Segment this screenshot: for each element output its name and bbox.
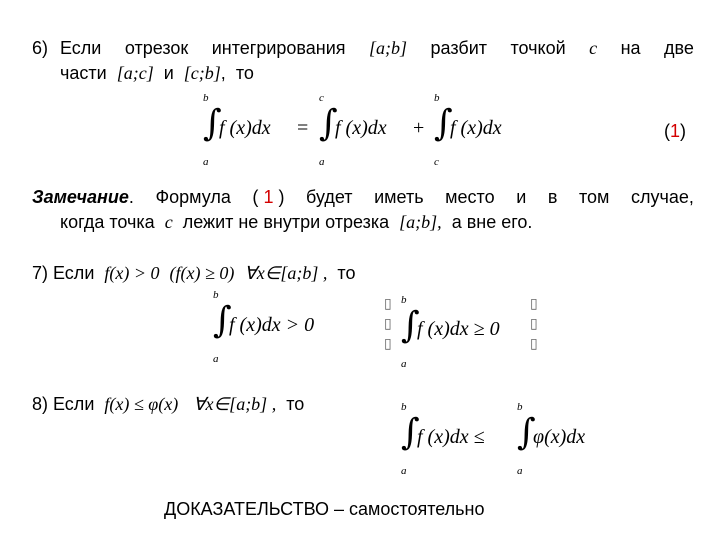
item-8-prefix: 8) Если bbox=[32, 394, 95, 414]
item-6-line-1 bbox=[60, 37, 694, 59]
word: части bbox=[60, 63, 107, 83]
remark-text: а вне его. bbox=[451, 212, 533, 232]
interval-ab: [a;b], bbox=[399, 212, 442, 232]
int3-body: f (x)dx bbox=[450, 117, 502, 139]
eq-number-1: 1 bbox=[670, 121, 681, 141]
upper-limit: b bbox=[401, 401, 407, 413]
proof-note: ДОКАЗАТЕЛЬСТВО – самостоятельно bbox=[164, 499, 485, 519]
int3-lower-limit: c bbox=[434, 156, 439, 168]
item-6-number: 6) bbox=[32, 38, 49, 58]
point-c: c bbox=[164, 212, 173, 232]
int3-upper-limit: b bbox=[434, 92, 440, 104]
word: разбит bbox=[430, 38, 487, 58]
integral-sign: ∫ bbox=[517, 412, 536, 453]
lower-limit: a bbox=[401, 358, 407, 370]
integral-sign: ∫ bbox=[213, 300, 232, 341]
integral-sign: ∫ bbox=[434, 103, 453, 144]
integral-sign: ∫ bbox=[319, 103, 338, 144]
int1-lower-limit: a bbox=[203, 156, 209, 168]
point-c: c bbox=[589, 38, 598, 58]
bracket-glyph: ▯ bbox=[530, 317, 538, 332]
word: на bbox=[620, 38, 641, 58]
forall-condition: ∀x∈[a;b] , bbox=[193, 394, 277, 414]
lower-limit: a bbox=[401, 465, 407, 477]
bracket-glyph: ▯ bbox=[530, 297, 538, 312]
int2-upper-limit: c bbox=[319, 92, 324, 104]
equals-sign: = bbox=[297, 117, 309, 139]
eq-paren-close: ) bbox=[680, 121, 687, 141]
interval-ab: [a;b] bbox=[369, 38, 408, 58]
remark-line-2 bbox=[60, 211, 532, 233]
upper-limit: b bbox=[401, 294, 407, 306]
word: том bbox=[578, 187, 610, 207]
integral-body-right: φ(x)dx bbox=[533, 426, 586, 448]
equation-number bbox=[664, 120, 686, 142]
int1-upper-limit: b bbox=[203, 92, 209, 104]
bracket-glyph: ▯ bbox=[384, 297, 392, 312]
remark-title: Замечание bbox=[32, 187, 129, 207]
integral-body: f (x)dx > 0 bbox=[229, 314, 315, 336]
item-7-line bbox=[32, 262, 355, 284]
word: случае, bbox=[630, 187, 694, 207]
word: иметь bbox=[374, 187, 424, 207]
word: Формула bbox=[155, 187, 231, 207]
item-7-prefix: 7) Если bbox=[32, 263, 95, 283]
item-7-then: то bbox=[337, 263, 356, 283]
eq-paren-open: ( bbox=[664, 121, 670, 141]
bracket-glyph: ▯ bbox=[530, 337, 538, 352]
integral-sign: ∫ bbox=[401, 412, 420, 453]
condition-comparison: f(x) ≤ φ(x) bbox=[104, 394, 179, 414]
integral-sign: ∫ bbox=[401, 305, 420, 346]
condition-positive: f(x) > 0 bbox=[104, 263, 160, 283]
word: и bbox=[516, 187, 527, 207]
remark-title-dot: . bbox=[128, 187, 134, 207]
interval-ac: [a;c] bbox=[116, 63, 154, 83]
word: будет bbox=[306, 187, 353, 207]
int2-body: f (x)dx bbox=[335, 117, 387, 139]
lower-limit: a bbox=[213, 353, 219, 365]
word: в bbox=[547, 187, 558, 207]
integral-body: f (x)dx ≥ 0 bbox=[417, 318, 500, 340]
lower-limit: a bbox=[517, 465, 523, 477]
bracket-glyph: ▯ bbox=[384, 317, 392, 332]
word: точкой bbox=[510, 38, 566, 58]
word: отрезок bbox=[124, 38, 189, 58]
formula-ref: ( 1 ) bbox=[252, 187, 285, 207]
bracket-glyph: ▯ bbox=[384, 337, 392, 352]
remark-line-1 bbox=[32, 186, 694, 208]
word: две bbox=[664, 38, 694, 58]
item-8-line bbox=[32, 393, 304, 415]
forall-condition: ∀x∈[a;b] , bbox=[244, 263, 328, 283]
upper-limit: b bbox=[213, 289, 219, 301]
int1-body: f (x)dx bbox=[219, 117, 271, 139]
formula-ref-number: 1 bbox=[263, 187, 274, 207]
condition-nonnegative: (f(x) ≥ 0) bbox=[169, 263, 235, 283]
item-8-then: то bbox=[286, 394, 305, 414]
plus-sign: + bbox=[413, 117, 425, 139]
integral-sign: ∫ bbox=[203, 103, 222, 144]
interval-cb: [c;b] bbox=[183, 63, 221, 83]
remark-text: когда точка bbox=[60, 212, 155, 232]
integral-body-left: f (x)dx ≤ bbox=[417, 426, 485, 448]
word: интегрирования bbox=[211, 38, 346, 58]
int2-lower-limit: a bbox=[319, 156, 325, 168]
item-6-line-2: части [a;c] и [c;b], то bbox=[60, 63, 254, 83]
word: то bbox=[235, 63, 254, 83]
upper-limit: b bbox=[517, 401, 523, 413]
word: Если bbox=[60, 38, 102, 58]
remark-text: лежит не внутри отрезка bbox=[182, 212, 390, 232]
word: и bbox=[163, 63, 174, 83]
word: место bbox=[445, 187, 495, 207]
remark-title-group bbox=[32, 186, 134, 208]
